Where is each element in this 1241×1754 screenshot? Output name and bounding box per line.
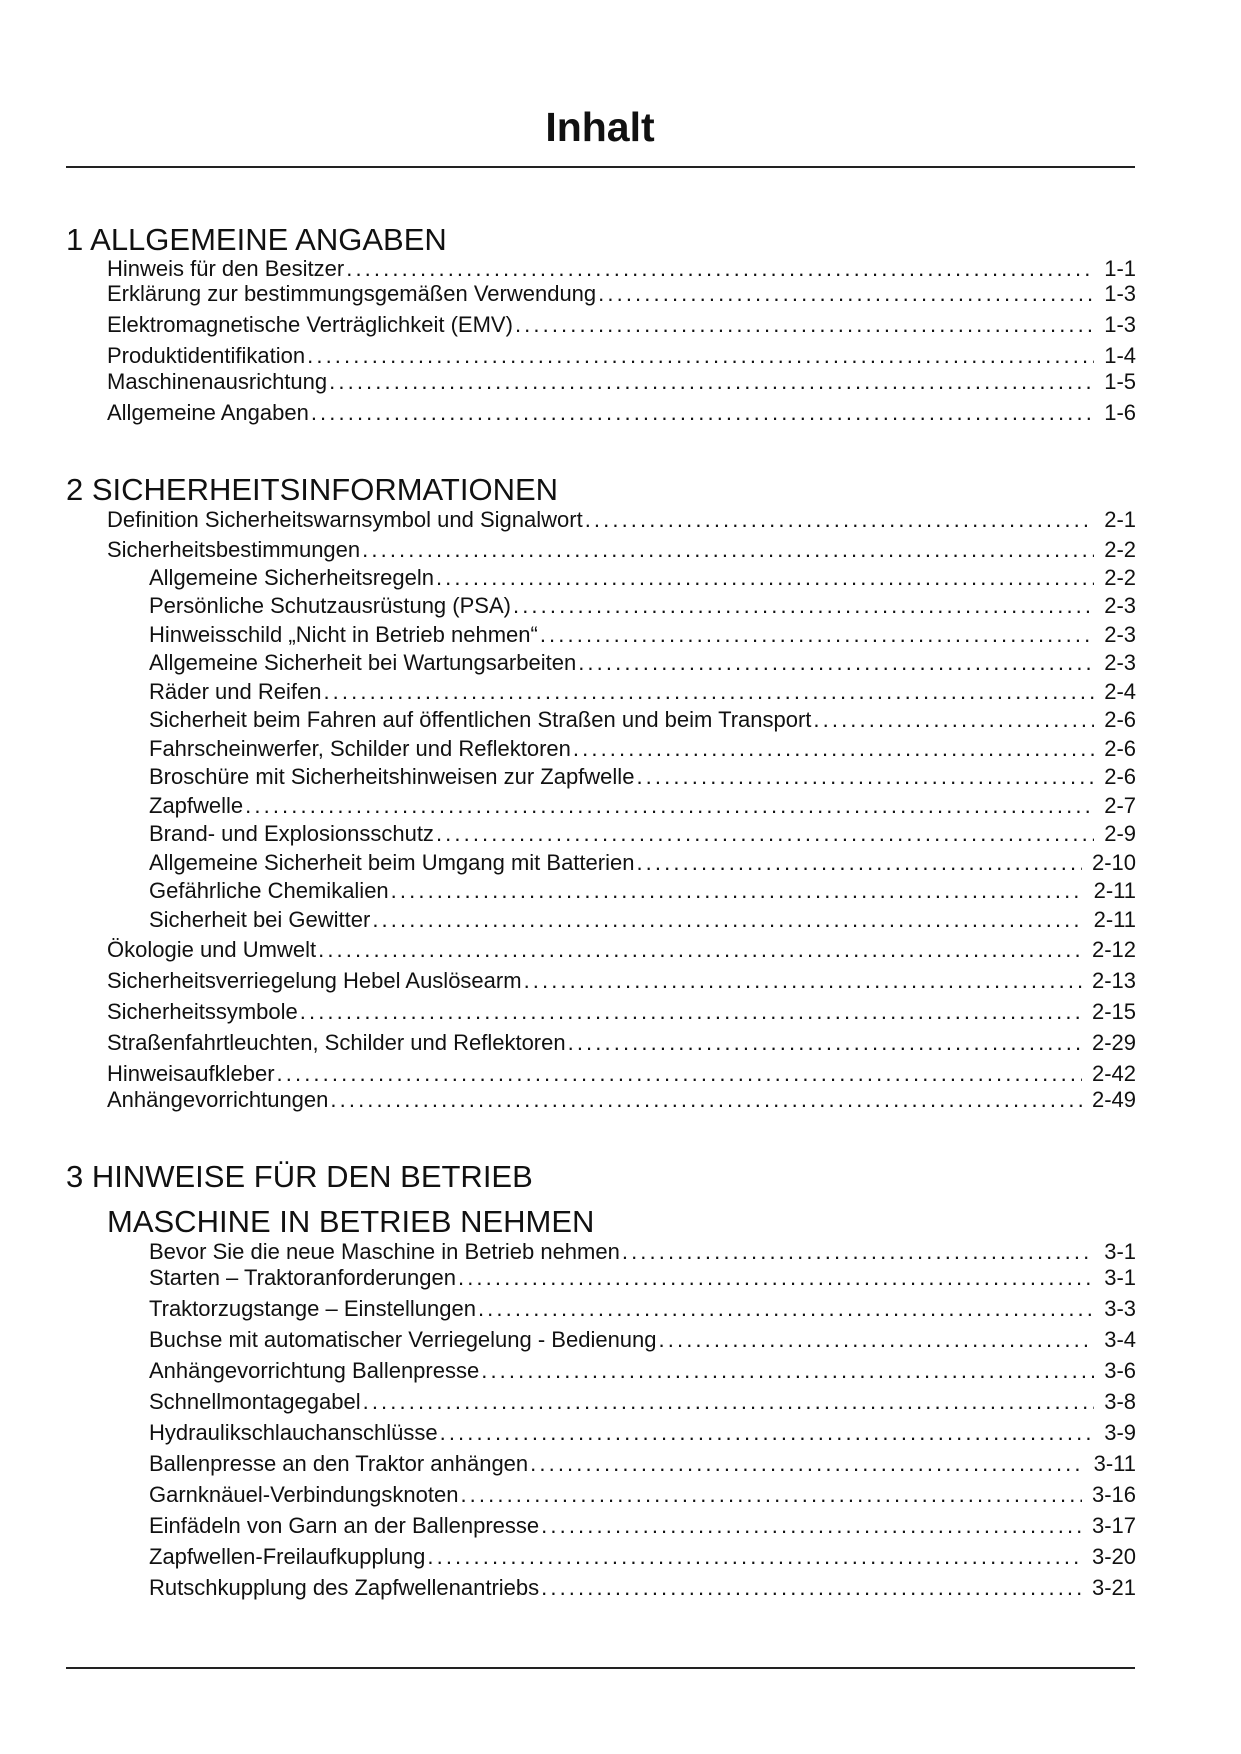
toc-entry[interactable] <box>149 1359 1136 1383</box>
dot-leader <box>481 1359 1094 1383</box>
toc-entry[interactable] <box>107 282 1136 306</box>
dot-leader <box>436 566 1094 590</box>
dot-leader <box>515 313 1094 337</box>
toc-entry-page: 2-3 <box>1104 650 1136 675</box>
bottom-rule <box>66 1667 1135 1669</box>
toc-entry-title: Broschüre mit Sicherheitshinweisen zur Zapfwelle <box>149 764 635 789</box>
toc-entry-title: Gefährliche Chemikalien <box>149 878 389 903</box>
toc-entry-title: Erklärung zur bestimmungsgemäßen Verwendung <box>107 281 597 306</box>
chapter-1-heading: 1 ALLGEMEINE ANGABEN <box>66 222 447 257</box>
toc-entry-title: Traktorzugstange – Einstellungen <box>149 1296 476 1321</box>
toc-entry[interactable] <box>149 908 1136 932</box>
toc-entry-title: Allgemeine Sicherheit beim Umgang mit Batterien <box>149 850 635 875</box>
dot-leader <box>363 1390 1095 1414</box>
toc-entry-page: 2-49 <box>1091 1087 1136 1112</box>
toc-entry-page: 3-20 <box>1091 1544 1136 1569</box>
toc-entry-title: Allgemeine Sicherheit bei Wartungsarbeiten <box>149 650 577 675</box>
toc-entry[interactable] <box>107 1088 1136 1112</box>
dot-leader <box>813 708 1094 732</box>
toc-entry[interactable] <box>149 879 1136 903</box>
dot-leader <box>440 1421 1095 1445</box>
toc-entry-title: Einfädeln von Garn an der Ballenpresse <box>149 1513 540 1538</box>
toc-entry-title: Elektromagnetische Verträglichkeit (EMV) <box>107 312 513 337</box>
toc-entry[interactable] <box>107 313 1136 337</box>
dot-leader <box>362 538 1094 562</box>
toc-entry[interactable] <box>107 938 1136 962</box>
toc-entry-page: 2-11 <box>1093 907 1136 932</box>
toc-entry-title: Anhängevorrichtung Ballenpresse <box>149 1358 480 1383</box>
dot-leader <box>277 1062 1082 1086</box>
toc-entry-page: 1-4 <box>1104 343 1136 368</box>
toc-entry[interactable] <box>107 538 1136 562</box>
toc-entry-title: Rutschkupplung des Zapfwellenantriebs <box>149 1575 540 1600</box>
toc-entry-page: 2-6 <box>1104 736 1136 761</box>
toc-entry-title: Hinweis für den Besitzer <box>107 256 345 281</box>
toc-entry-title: Hinweisschild „Nicht in Betrieb nehmen“ <box>149 622 538 647</box>
toc-entry-title: Sicherheitsverriegelung Hebel Auslösearm <box>107 968 522 993</box>
toc-entry-title: Persönliche Schutzausrüstung (PSA) <box>149 593 511 618</box>
toc-entry[interactable] <box>149 737 1136 761</box>
toc-entry[interactable] <box>107 508 1136 532</box>
toc-entry[interactable] <box>149 1576 1136 1600</box>
toc-entry[interactable] <box>149 1514 1136 1538</box>
dot-leader <box>307 344 1094 368</box>
toc-entry-title: Hydraulikschlauchanschlüsse <box>149 1420 438 1445</box>
dot-leader <box>530 1452 1083 1476</box>
dot-leader <box>478 1297 1094 1321</box>
toc-entry-title: Schnellmontagegabel <box>149 1389 361 1414</box>
dot-leader <box>311 401 1094 425</box>
toc-entry-title: Ballenpresse an den Traktor anhängen <box>149 1451 529 1476</box>
toc-entry-title: Sicherheitsbestimmungen <box>107 537 361 562</box>
toc-entry-page: 3-4 <box>1104 1327 1136 1352</box>
toc-entry-page: 1-1 <box>1104 256 1136 281</box>
toc-entry-page: 3-8 <box>1104 1389 1136 1414</box>
toc-entry-page: 3-3 <box>1104 1296 1136 1321</box>
toc-entry[interactable] <box>149 708 1136 732</box>
dot-leader <box>318 938 1082 962</box>
toc-entry-title: Räder und Reifen <box>149 679 322 704</box>
toc-entry-title: Starten – Traktoranforderungen <box>149 1265 456 1290</box>
toc-entry[interactable] <box>107 969 1136 993</box>
toc-entry-page: 2-2 <box>1104 537 1136 562</box>
toc-entry-page: 2-13 <box>1091 968 1136 993</box>
dot-leader <box>329 370 1094 394</box>
dot-leader <box>541 1576 1082 1600</box>
toc-entry-page: 3-1 <box>1104 1239 1136 1264</box>
toc-entry-title: Zapfwellen-Freilaufkupplung <box>149 1544 426 1569</box>
toc-entry-page: 2-29 <box>1091 1030 1136 1055</box>
dot-leader <box>636 851 1082 875</box>
toc-entry[interactable] <box>107 344 1136 368</box>
toc-entry[interactable] <box>107 1031 1136 1055</box>
toc-entry-title: Zapfwelle <box>149 793 244 818</box>
dot-leader <box>460 1483 1082 1507</box>
dot-leader <box>323 680 1094 704</box>
toc-entry-page: 2-3 <box>1104 593 1136 618</box>
toc-entry-page: 2-7 <box>1104 793 1136 818</box>
toc-entry[interactable] <box>149 1240 1136 1264</box>
toc-entry[interactable] <box>149 651 1136 675</box>
chapter-3-subheading: MASCHINE IN BETRIEB NEHMEN <box>107 1204 595 1239</box>
dot-leader <box>427 1545 1082 1569</box>
toc-entry[interactable] <box>149 1452 1136 1476</box>
toc-entry-title: Buchse mit automatischer Verriegelung - Bedienung <box>149 1327 657 1352</box>
toc-entry-title: Ökologie und Umwelt <box>107 937 317 962</box>
dot-leader <box>436 822 1094 846</box>
toc-entry-page: 1-5 <box>1104 369 1136 394</box>
toc-entry-page: 2-3 <box>1104 622 1136 647</box>
toc-entry-page: 3-11 <box>1093 1451 1136 1476</box>
toc-entry-page: 2-9 <box>1104 821 1136 846</box>
dot-leader <box>659 1328 1095 1352</box>
toc-entry[interactable] <box>107 370 1136 394</box>
dot-leader <box>458 1266 1094 1290</box>
toc-entry-title: Fahrscheinwerfer, Schilder und Reflektoren <box>149 736 571 761</box>
toc-entry-title: Maschinenausrichtung <box>107 369 328 394</box>
toc-entry-page: 3-16 <box>1091 1482 1136 1507</box>
toc-entry[interactable] <box>107 1000 1136 1024</box>
toc-entry-page: 2-6 <box>1104 707 1136 732</box>
toc-entry-title: Sicherheit beim Fahren auf öffentlichen Straßen und beim Transport <box>149 707 812 732</box>
toc-entry[interactable] <box>149 1266 1136 1290</box>
chapter-3-heading: 3 HINWEISE FÜR DEN BETRIEB <box>66 1159 533 1194</box>
toc-entry-title: Sicherheit bei Gewitter <box>149 907 371 932</box>
toc-entry-page: 1-6 <box>1104 400 1136 425</box>
toc-entry[interactable] <box>107 401 1136 425</box>
toc-entry[interactable] <box>149 1421 1136 1445</box>
toc-entry[interactable] <box>149 594 1136 618</box>
toc-entry[interactable] <box>149 822 1136 846</box>
toc-entry[interactable] <box>149 680 1136 704</box>
dot-leader <box>568 1031 1082 1055</box>
dot-leader <box>513 594 1094 618</box>
toc-entry-title: Brand- und Explosionsschutz <box>149 821 434 846</box>
toc-entry[interactable] <box>149 1545 1136 1569</box>
toc-entry-title: Definition Sicherheitswarnsymbol und Signalwort <box>107 507 583 532</box>
toc-entry[interactable] <box>149 1297 1136 1321</box>
dot-leader <box>636 765 1094 789</box>
chapter-2-heading: 2 SICHERHEITSINFORMATIONEN <box>66 472 559 507</box>
toc-entry-page: 3-1 <box>1104 1265 1136 1290</box>
dot-leader <box>541 1514 1082 1538</box>
toc-entry-title: Allgemeine Angaben <box>107 400 309 425</box>
toc-entry-page: 2-10 <box>1091 850 1136 875</box>
toc-entry-page: 3-21 <box>1091 1575 1136 1600</box>
toc-entry-page: 2-12 <box>1091 937 1136 962</box>
toc-entry-title: Garnknäuel-Verbindungsknoten <box>149 1482 459 1507</box>
dot-leader <box>540 623 1094 647</box>
dot-leader <box>578 651 1094 675</box>
dot-leader <box>622 1240 1094 1264</box>
toc-entry-page: 1-3 <box>1104 312 1136 337</box>
toc-entry-page: 3-17 <box>1091 1513 1136 1538</box>
dot-leader <box>524 969 1082 993</box>
toc-entry-title: Sicherheitssymbole <box>107 999 298 1024</box>
dot-leader <box>346 257 1094 281</box>
toc-entry[interactable] <box>149 566 1136 590</box>
dot-leader <box>573 737 1094 761</box>
toc-entry-page: 2-15 <box>1091 999 1136 1024</box>
toc-entry-page: 1-3 <box>1104 281 1136 306</box>
toc-entry[interactable] <box>149 1390 1136 1414</box>
dot-leader <box>372 908 1083 932</box>
toc-entry[interactable] <box>149 765 1136 789</box>
toc-entry-page: 3-9 <box>1104 1420 1136 1445</box>
toc-entry-title: Bevor Sie die neue Maschine in Betrieb nehmen <box>149 1239 620 1264</box>
toc-entry-title: Allgemeine Sicherheitsregeln <box>149 565 434 590</box>
toc-entry-page: 2-4 <box>1104 679 1136 704</box>
toc-entry[interactable] <box>107 257 1136 281</box>
dot-leader <box>598 282 1094 306</box>
dot-leader <box>391 879 1084 903</box>
toc-entry-title: Anhängevorrichtungen <box>107 1087 329 1112</box>
toc-entry-page: 2-6 <box>1104 764 1136 789</box>
toc-entry-page: 2-42 <box>1091 1061 1136 1086</box>
toc-entry-page: 2-2 <box>1104 565 1136 590</box>
toc-entry-page: 2-11 <box>1093 878 1136 903</box>
page-title: Inhalt <box>545 104 655 150</box>
top-rule <box>66 166 1135 168</box>
toc-entry[interactable] <box>149 1328 1136 1352</box>
dot-leader <box>330 1088 1082 1112</box>
toc-entry[interactable] <box>149 794 1136 818</box>
dot-leader <box>300 1000 1082 1024</box>
toc-entry-page: 3-6 <box>1104 1358 1136 1383</box>
toc-entry-title: Hinweisaufkleber <box>107 1061 275 1086</box>
toc-entry-title: Produktidentifikation <box>107 343 306 368</box>
toc-entry[interactable] <box>149 851 1136 875</box>
toc-entry[interactable] <box>149 623 1136 647</box>
toc-entry-page: 2-1 <box>1104 507 1136 532</box>
toc-entry[interactable] <box>107 1062 1136 1086</box>
toc-entry[interactable] <box>149 1483 1136 1507</box>
dot-leader <box>245 794 1094 818</box>
toc-entry-title: Straßenfahrtleuchten, Schilder und Reflektoren <box>107 1030 566 1055</box>
dot-leader <box>585 508 1095 532</box>
